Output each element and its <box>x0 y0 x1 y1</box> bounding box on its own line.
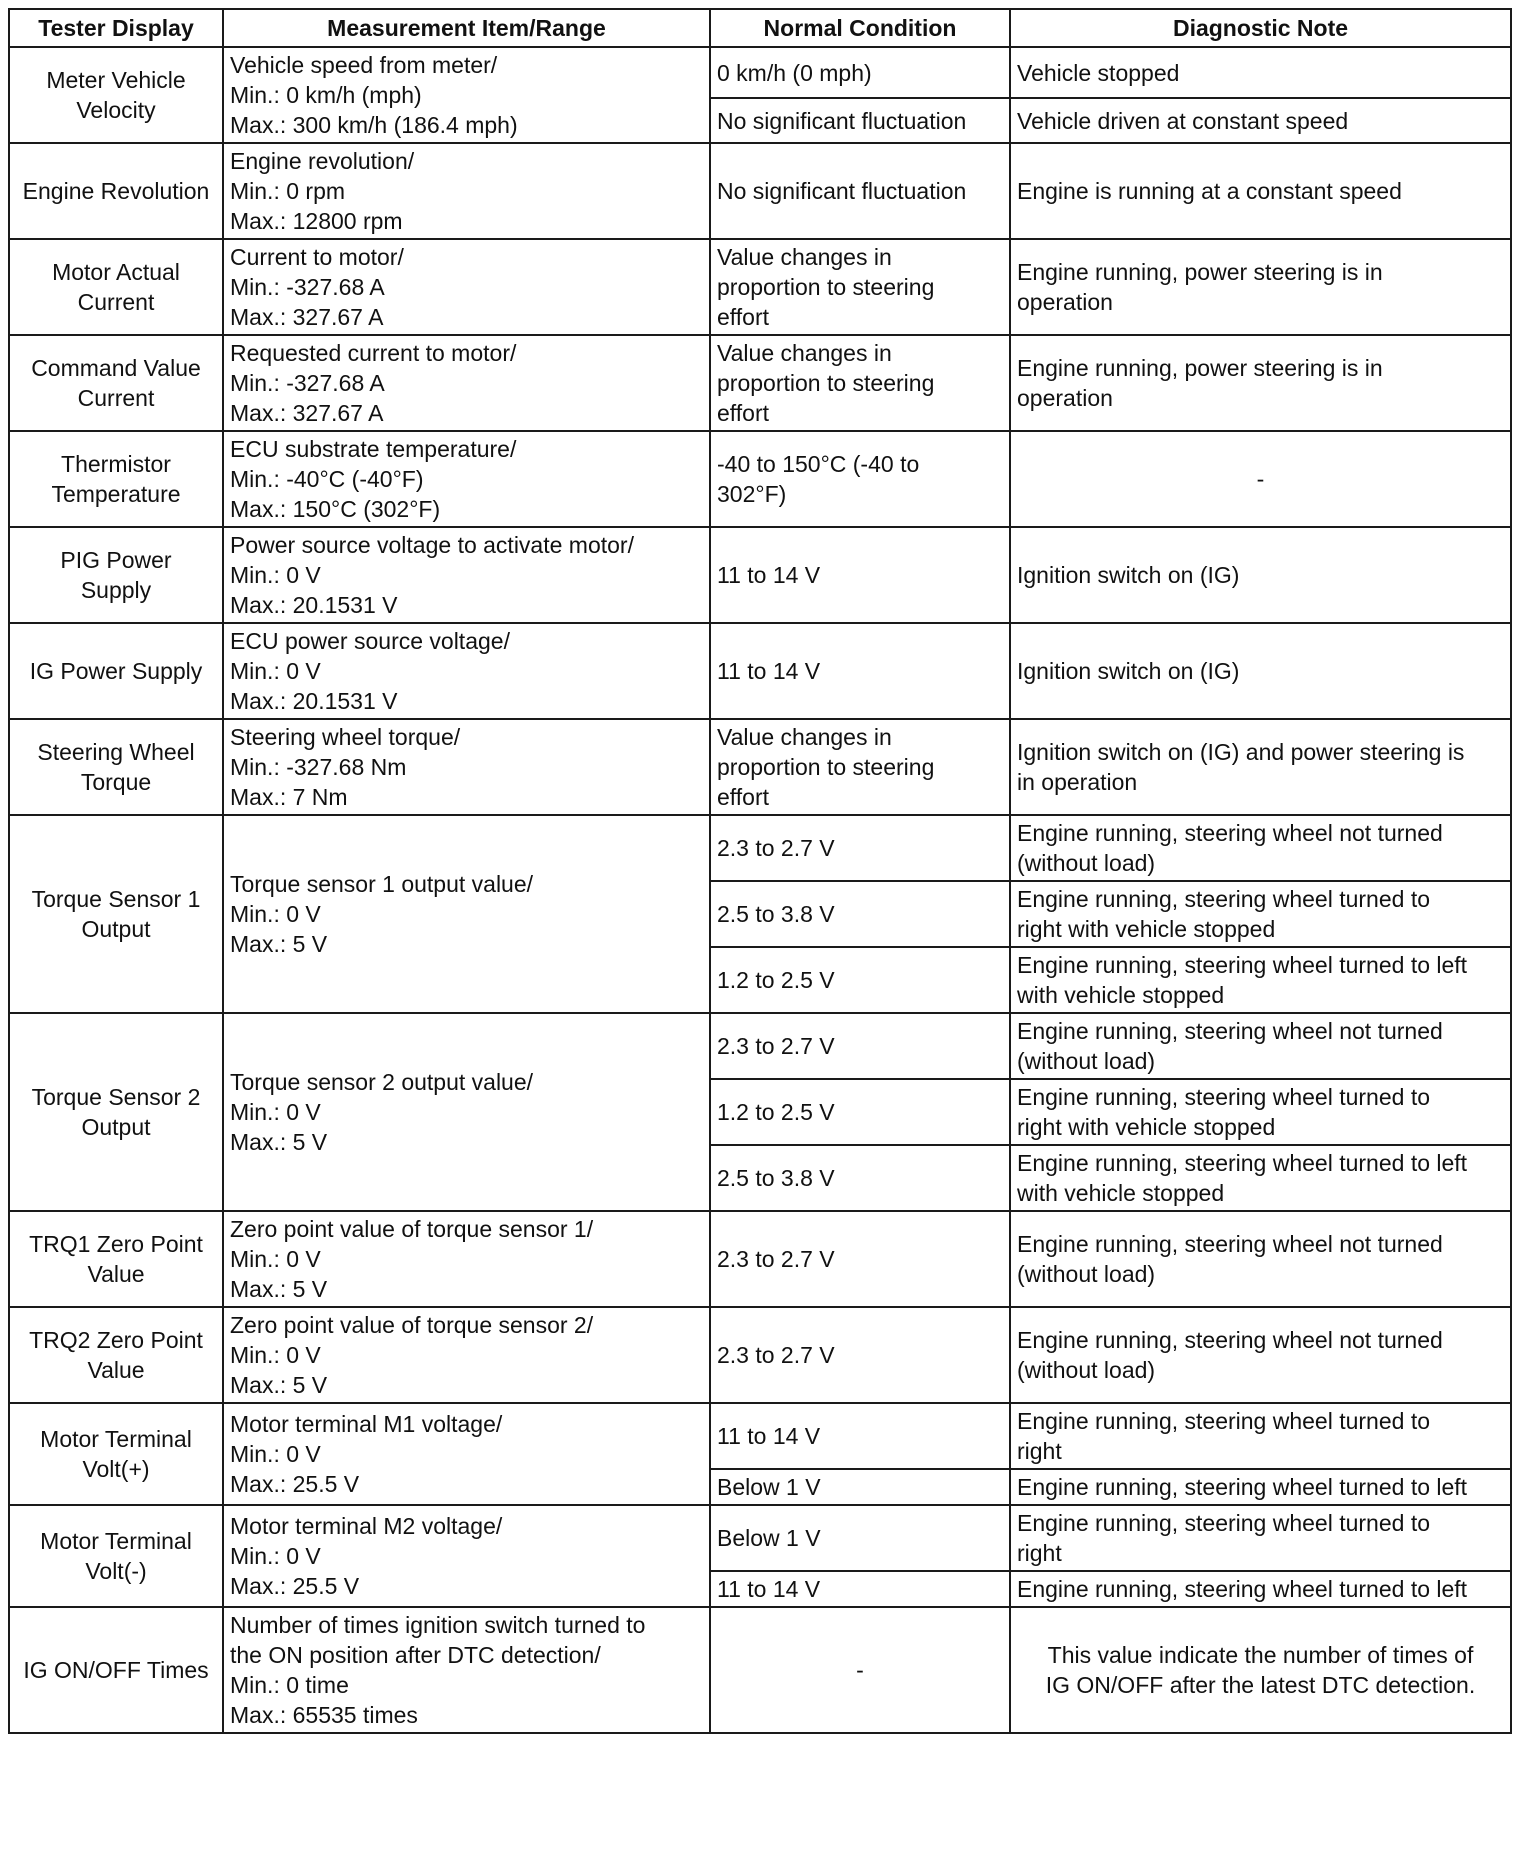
normal-condition-cell: Below 1 V <box>710 1505 1010 1571</box>
measurement-range-cell: Motor terminal M2 voltage/ Min.: 0 V Max.: 25.5 V <box>223 1505 710 1607</box>
table-row <box>9 1505 1511 1571</box>
normal-condition-cell: No significant fluctuation <box>710 98 1010 143</box>
diagnostic-note-cell: Engine running, steering wheel turned to left with vehicle stopped <box>1010 947 1511 1013</box>
measurement-range-cell: Number of times ignition switch turned to the ON position after DTC detection/ Min.: 0 time Max.: 65535 times <box>223 1607 710 1733</box>
tester-display-cell: Torque Sensor 1 Output <box>9 815 223 1013</box>
diagnostic-note-cell: Engine running, steering wheel not turned (without load) <box>1010 815 1511 881</box>
table-row <box>9 47 1511 98</box>
measurement-range-cell: Motor terminal M1 voltage/ Min.: 0 V Max.: 25.5 V <box>223 1403 710 1505</box>
measurement-range-cell: Steering wheel torque/ Min.: -327.68 Nm Max.: 7 Nm <box>223 719 710 815</box>
tester-display-cell: Meter Vehicle Velocity <box>9 47 223 143</box>
diagnostic-note-cell: Engine running, steering wheel turned to left <box>1010 1469 1511 1505</box>
tester-display-cell: IG Power Supply <box>9 623 223 719</box>
diagnostic-note-cell: Ignition switch on (IG) and power steering is in operation <box>1010 719 1511 815</box>
header-measurement-item: Measurement Item/Range <box>223 9 710 47</box>
tester-display-cell: IG ON/OFF Times <box>9 1607 223 1733</box>
diagnostic-note-cell: Engine running, steering wheel turned to left with vehicle stopped <box>1010 1145 1511 1211</box>
normal-condition-cell: - <box>710 1607 1010 1733</box>
table-container <box>8 8 1510 1734</box>
measurement-range-cell: Zero point value of torque sensor 1/ Min.: 0 V Max.: 5 V <box>223 1211 710 1307</box>
table-row <box>9 815 1511 881</box>
diagnostic-note-cell: Engine running, steering wheel turned to right <box>1010 1403 1511 1469</box>
table-header-row <box>9 9 1511 47</box>
tester-display-cell: TRQ2 Zero Point Value <box>9 1307 223 1403</box>
diagnostic-note-cell: Engine running, power steering is in operation <box>1010 239 1511 335</box>
table-row <box>9 1013 1511 1079</box>
normal-condition-cell: 2.3 to 2.7 V <box>710 815 1010 881</box>
tester-display-cell: TRQ1 Zero Point Value <box>9 1211 223 1307</box>
diagnostic-note-cell: Engine is running at a constant speed <box>1010 143 1511 239</box>
tester-display-cell: Command Value Current <box>9 335 223 431</box>
measurement-range-cell: Vehicle speed from meter/ Min.: 0 km/h (mph) Max.: 300 km/h (186.4 mph) <box>223 47 710 143</box>
tester-display-cell: Engine Revolution <box>9 143 223 239</box>
normal-condition-cell: 0 km/h (0 mph) <box>710 47 1010 98</box>
diagnostic-note-cell: Engine running, steering wheel turned to right <box>1010 1505 1511 1571</box>
diagnostic-note-cell: Vehicle stopped <box>1010 47 1511 98</box>
diagnostic-note-cell: Engine running, steering wheel turned to right with vehicle stopped <box>1010 881 1511 947</box>
normal-condition-cell: 1.2 to 2.5 V <box>710 1079 1010 1145</box>
diagnostic-note-cell: Ignition switch on (IG) <box>1010 527 1511 623</box>
measurement-range-cell: Torque sensor 2 output value/ Min.: 0 V Max.: 5 V <box>223 1013 710 1211</box>
diagnostic-note-cell: Ignition switch on (IG) <box>1010 623 1511 719</box>
diagnostic-note-cell: Engine running, steering wheel not turned (without load) <box>1010 1211 1511 1307</box>
normal-condition-cell: 11 to 14 V <box>710 1403 1010 1469</box>
measurement-range-cell: Engine revolution/ Min.: 0 rpm Max.: 12800 rpm <box>223 143 710 239</box>
table-row <box>9 1211 1511 1307</box>
diagnostic-note-cell: Engine running, steering wheel turned to left <box>1010 1571 1511 1607</box>
diagnostic-note-cell: Vehicle driven at constant speed <box>1010 98 1511 143</box>
diagnostic-note-cell: Engine running, steering wheel not turned (without load) <box>1010 1013 1511 1079</box>
normal-condition-cell: 2.5 to 3.8 V <box>710 881 1010 947</box>
table-row <box>9 1307 1511 1403</box>
table-row <box>9 239 1511 335</box>
table-row <box>9 623 1511 719</box>
normal-condition-cell: 11 to 14 V <box>710 623 1010 719</box>
diagnostic-note-cell: Engine running, steering wheel not turned (without load) <box>1010 1307 1511 1403</box>
normal-condition-cell: 2.3 to 2.7 V <box>710 1013 1010 1079</box>
data-list-table <box>8 8 1512 1734</box>
normal-condition-cell: 11 to 14 V <box>710 1571 1010 1607</box>
tester-display-cell: Motor Actual Current <box>9 239 223 335</box>
tester-display-cell: Torque Sensor 2 Output <box>9 1013 223 1211</box>
diagnostic-note-cell: Engine running, steering wheel turned to right with vehicle stopped <box>1010 1079 1511 1145</box>
table-row <box>9 1607 1511 1733</box>
diagnostic-note-cell: This value indicate the number of times of IG ON/OFF after the latest DTC detection. <box>1010 1607 1511 1733</box>
table-row <box>9 527 1511 623</box>
header-normal-condition: Normal Condition <box>710 9 1010 47</box>
tester-display-cell: Thermistor Temperature <box>9 431 223 527</box>
header-diagnostic-note: Diagnostic Note <box>1010 9 1511 47</box>
measurement-range-cell: ECU substrate temperature/ Min.: -40°C (-40°F) Max.: 150°C (302°F) <box>223 431 710 527</box>
normal-condition-cell: 2.3 to 2.7 V <box>710 1307 1010 1403</box>
tester-display-cell: PIG Power Supply <box>9 527 223 623</box>
measurement-range-cell: Power source voltage to activate motor/ Min.: 0 V Max.: 20.1531 V <box>223 527 710 623</box>
diagnostic-note-cell: - <box>1010 431 1511 527</box>
tester-display-cell: Steering Wheel Torque <box>9 719 223 815</box>
normal-condition-cell: 11 to 14 V <box>710 527 1010 623</box>
measurement-range-cell: Requested current to motor/ Min.: -327.68 A Max.: 327.67 A <box>223 335 710 431</box>
normal-condition-cell: 1.2 to 2.5 V <box>710 947 1010 1013</box>
table-row <box>9 143 1511 239</box>
table-body <box>9 47 1511 1733</box>
table-row <box>9 431 1511 527</box>
measurement-range-cell: ECU power source voltage/ Min.: 0 V Max.: 20.1531 V <box>223 623 710 719</box>
tester-display-cell: Motor Terminal Volt(-) <box>9 1505 223 1607</box>
table-row <box>9 1403 1511 1469</box>
measurement-range-cell: Zero point value of torque sensor 2/ Min.: 0 V Max.: 5 V <box>223 1307 710 1403</box>
normal-condition-cell: 2.3 to 2.7 V <box>710 1211 1010 1307</box>
table-row <box>9 335 1511 431</box>
table-row <box>9 719 1511 815</box>
header-tester-display: Tester Display <box>9 9 223 47</box>
normal-condition-cell: Value changes in proportion to steering effort <box>710 719 1010 815</box>
normal-condition-cell: Value changes in proportion to steering effort <box>710 239 1010 335</box>
normal-condition-cell: No significant fluctuation <box>710 143 1010 239</box>
normal-condition-cell: -40 to 150°C (-40 to 302°F) <box>710 431 1010 527</box>
normal-condition-cell: Value changes in proportion to steering effort <box>710 335 1010 431</box>
normal-condition-cell: 2.5 to 3.8 V <box>710 1145 1010 1211</box>
normal-condition-cell: Below 1 V <box>710 1469 1010 1505</box>
measurement-range-cell: Torque sensor 1 output value/ Min.: 0 V Max.: 5 V <box>223 815 710 1013</box>
measurement-range-cell: Current to motor/ Min.: -327.68 A Max.: 327.67 A <box>223 239 710 335</box>
tester-display-cell: Motor Terminal Volt(+) <box>9 1403 223 1505</box>
diagnostic-note-cell: Engine running, power steering is in operation <box>1010 335 1511 431</box>
